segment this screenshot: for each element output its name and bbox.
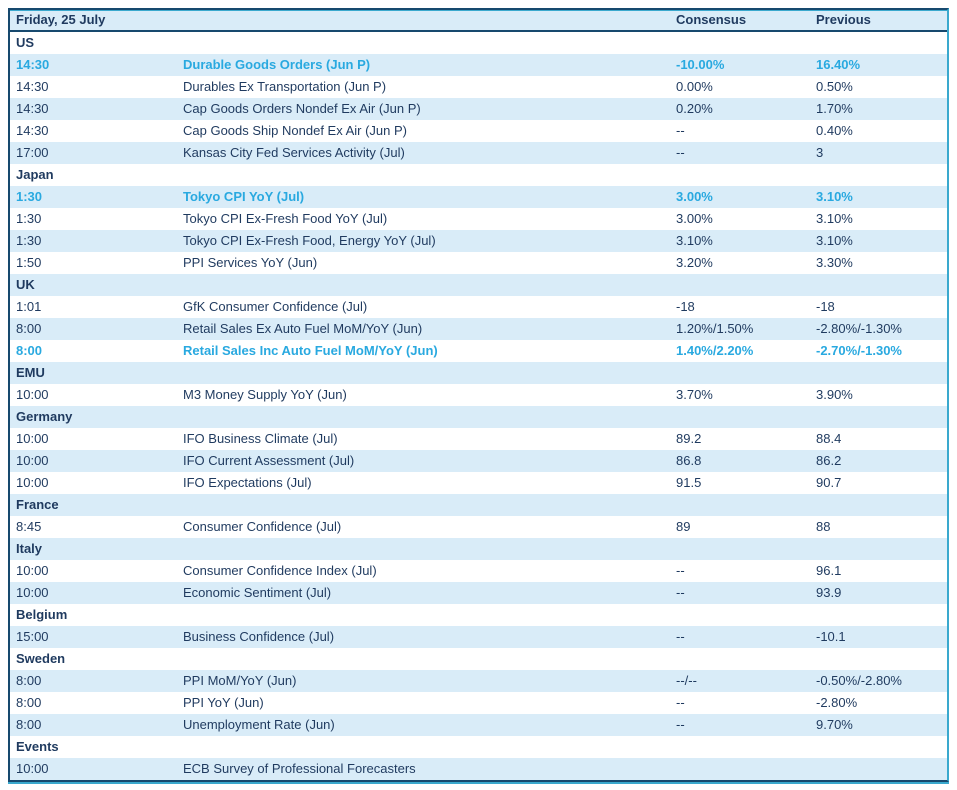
section-header-row [10,274,947,296]
section-header-row [10,494,947,516]
previous-value-cell: 3.10% [816,233,853,248]
table-row [10,54,947,76]
event-time-cell: UK [16,277,35,292]
event-time-cell: 10:00 [16,431,49,446]
previous-value-cell: 3.10% [816,211,853,226]
event-time-cell: US [16,35,35,50]
event-time-cell: 8:00 [16,673,42,688]
table-row [10,296,947,318]
date-header: Friday, 25 July [16,12,106,27]
event-time-cell: Japan [16,167,54,182]
table-row [10,472,947,494]
table-row [10,560,947,582]
consensus-value-cell: 89 [676,519,691,534]
previous-value-cell: -2.80% [816,695,858,710]
table-row [10,208,947,230]
consensus-value-cell: -10.00% [676,57,725,72]
event-name-cell: IFO Business Climate (Jul) [183,431,338,446]
previous-value-cell: 93.9 [816,585,842,600]
previous-value-cell: 3.30% [816,255,853,270]
event-name-cell: M3 Money Supply YoY (Jun) [183,387,347,402]
table-row [10,758,947,780]
event-time-cell: 14:30 [16,57,50,72]
previous-value-cell: -2.80%/-1.30% [816,321,902,336]
previous-value-cell: -18 [816,299,835,314]
event-name-cell: PPI MoM/YoY (Jun) [183,673,297,688]
event-name-cell: PPI YoY (Jun) [183,695,264,710]
event-time-cell: Sweden [16,651,66,666]
consensus-value-cell: 1.40%/2.20% [676,343,754,358]
event-time-cell: 8:45 [16,519,42,534]
table-row [10,142,947,164]
table-header-row [10,10,947,32]
consensus-value-cell: 0.20% [676,101,713,116]
previous-value-cell: -10.1 [816,629,846,644]
event-time-cell: 8:00 [16,343,43,358]
event-time-cell: 8:00 [16,695,42,710]
event-time-cell: 14:30 [16,101,49,116]
consensus-value-cell: -- [676,629,685,644]
event-time-cell: 1:30 [16,233,42,248]
event-time-cell: 14:30 [16,79,49,94]
consensus-value-cell: 3.00% [676,189,713,204]
table-row [10,692,947,714]
consensus-value-cell: -- [676,695,685,710]
previous-value-cell: 3 [816,145,824,160]
consensus-value-cell: 3.20% [676,255,713,270]
consensus-value-cell: -- [676,563,685,578]
event-time-cell: 10:00 [16,475,49,490]
table-row [10,120,947,142]
event-time-cell: 1:30 [16,189,43,204]
section-header-row [10,164,947,186]
event-time-cell: France [16,497,59,512]
consensus-column-header: Consensus [676,12,747,27]
event-name-cell: Unemployment Rate (Jun) [183,717,335,732]
event-time-cell: EMU [16,365,45,380]
event-name-cell: Business Confidence (Jul) [183,629,335,644]
event-name-cell: Consumer Confidence Index (Jul) [183,563,377,578]
event-time-cell: 10:00 [16,563,49,578]
event-time-cell: 15:00 [16,629,49,644]
consensus-value-cell: -- [676,585,685,600]
event-name-cell: Retail Sales Inc Auto Fuel MoM/YoY (Jun) [183,343,438,358]
previous-value-cell: 16.40% [816,57,861,72]
event-name-cell: Retail Sales Ex Auto Fuel MoM/YoY (Jun) [183,321,423,336]
previous-value-cell: -2.70%/-1.30% [816,343,902,358]
event-time-cell: 10:00 [16,585,49,600]
previous-value-cell: -0.50%/-2.80% [816,673,902,688]
table-row [10,626,947,648]
event-name-cell: Tokyo CPI Ex-Fresh Food YoY (Jul) [183,211,388,226]
event-time-cell: 10:00 [16,453,49,468]
consensus-value-cell: 3.00% [676,211,713,226]
table-row [10,582,947,604]
event-name-cell: Durable Goods Orders (Jun P) [183,57,371,72]
previous-value-cell: 0.50% [816,79,853,94]
previous-column-header: Previous [816,12,871,27]
consensus-value-cell: -- [676,145,685,160]
table-row [10,76,947,98]
table-row [10,428,947,450]
event-time-cell: 10:00 [16,761,49,776]
event-name-cell: Durables Ex Transportation (Jun P) [183,79,387,94]
event-name-cell: Consumer Confidence (Jul) [183,519,342,534]
section-header-row [10,406,947,428]
section-header-row [10,736,947,758]
event-name-cell: Cap Goods Ship Nondef Ex Air (Jun P) [183,123,408,138]
table-body [10,32,947,780]
consensus-value-cell: -- [676,717,685,732]
event-time-cell: Belgium [16,607,68,622]
consensus-value-cell: 91.5 [676,475,702,490]
event-name-cell: IFO Current Assessment (Jul) [183,453,355,468]
event-time-cell: Italy [16,541,43,556]
table-row [10,450,947,472]
event-time-cell: 17:00 [16,145,49,160]
previous-value-cell: 90.7 [816,475,842,490]
table-row [10,252,947,274]
table-row [10,318,947,340]
economic-calendar-table [8,8,949,782]
event-time-cell: Germany [16,409,73,424]
event-name-cell: Tokyo CPI YoY (Jul) [183,189,305,204]
consensus-value-cell: -- [676,123,685,138]
section-header-row [10,538,947,560]
event-time-cell: 1:30 [16,211,42,226]
previous-value-cell: 96.1 [816,563,842,578]
table-row [10,340,947,362]
event-time-cell: 8:00 [16,717,42,732]
previous-value-cell: 9.70% [816,717,853,732]
consensus-value-cell: -18 [676,299,695,314]
event-name-cell: Tokyo CPI Ex-Fresh Food, Energy YoY (Jul) [183,233,436,248]
table-row [10,186,947,208]
previous-value-cell: 3.10% [816,189,853,204]
event-time-cell: 14:30 [16,123,49,138]
previous-value-cell: 1.70% [816,101,853,116]
consensus-value-cell: 0.00% [676,79,713,94]
consensus-value-cell: 3.10% [676,233,713,248]
table-row [10,384,947,406]
event-name-cell: IFO Expectations (Jul) [183,475,312,490]
consensus-value-cell: 1.20%/1.50% [676,321,754,336]
table-row [10,714,947,736]
table-row [10,516,947,538]
consensus-value-cell: 89.2 [676,431,702,446]
event-name-cell: Kansas City Fed Services Activity (Jul) [183,145,405,160]
consensus-value-cell: 3.70% [676,387,713,402]
event-time-cell: 10:00 [16,387,49,402]
event-name-cell: Economic Sentiment (Jul) [183,585,332,600]
previous-value-cell: 3.90% [816,387,853,402]
table-row [10,98,947,120]
previous-value-cell: 88.4 [816,431,842,446]
previous-value-cell: 88 [816,519,831,534]
section-header-row [10,362,947,384]
previous-value-cell: 0.40% [816,123,853,138]
event-name-cell: Cap Goods Orders Nondef Ex Air (Jun P) [183,101,421,116]
table-row [10,230,947,252]
previous-value-cell: 86.2 [816,453,842,468]
section-header-row [10,648,947,670]
event-name-cell: ECB Survey of Professional Forecasters [183,761,416,776]
section-header-row [10,604,947,626]
event-name-cell: PPI Services YoY (Jun) [183,255,318,270]
event-time-cell: Events [16,739,59,754]
event-time-cell: 1:50 [16,255,42,270]
event-time-cell: 1:01 [16,299,42,314]
consensus-value-cell: 86.8 [676,453,702,468]
event-time-cell: 8:00 [16,321,42,336]
table-row [10,670,947,692]
event-name-cell: GfK Consumer Confidence (Jul) [183,299,368,314]
section-header-row [10,32,947,54]
consensus-value-cell: --/-- [676,673,697,688]
